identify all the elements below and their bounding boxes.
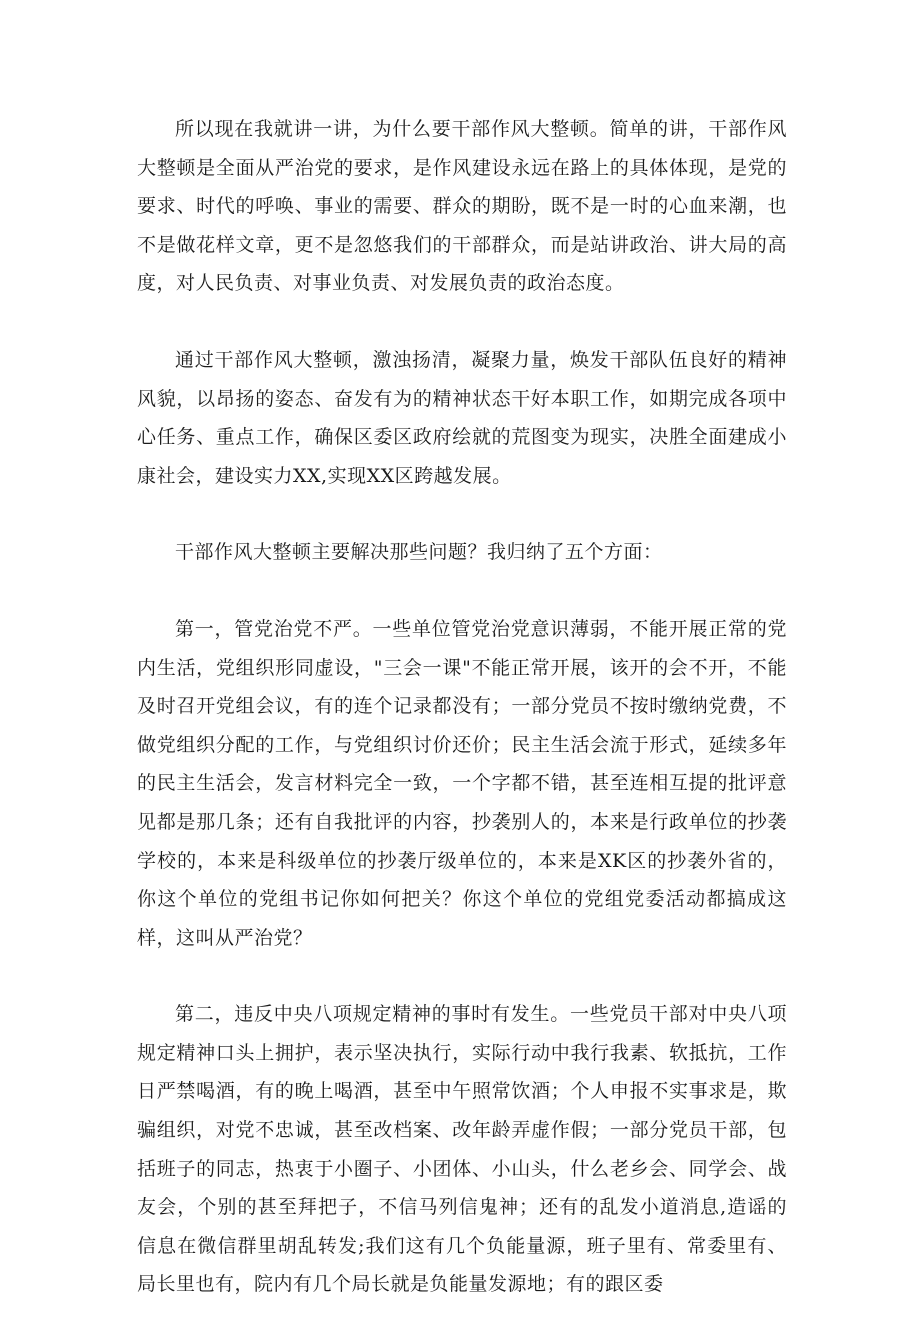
document-body (137, 110, 787, 1342)
paragraph-1: 所以现在我就讲一讲，为什么要干部作风大整顿。简单的讲，干部作风大整顿是全面从严治党的要求，是作风建设永远在路上的具体体现，是党的要求、时代的呼唤、事业的需要、群众的期盼，既不是一时的心血来潮，也不是做花样文章，更不是忽悠我们的干部群众，而是站讲政治、讲大局的高度，对人民负责、对事业负责、对发展负责的政治态度。 (137, 118, 787, 295)
paragraph-2: 通过干部作风大整顿，激浊扬清，凝聚力量，焕发干部队伍良好的精神风貌，以昂扬的姿态、奋发有为的精神状态干好本职工作，如期完成各项中心任务、重点工作，确保区委区政府绘就的荒图变为现实，决胜全面建成小康社会，建设实力XX,实现XX区跨越发展。 (137, 348, 787, 487)
paragraph-3: 干部作风大整顿主要解决那些问题？我归纳了五个方面： (175, 541, 663, 564)
paragraph-4: 第一，管党治党不严。一些单位管党治党意识薄弱，不能开展正常的党内生活，党组织形同虚设，"三会一课"不能正常开展，该开的会不开，不能及时召开党组会议，有的连个记录都没有；一部分党员不按时缴纳党费，不做党组织分配的工作，与党组织讨价还价；民主生活会流于形式，延续多年的民主生活会，发言材料完全一致，一个字都不错，甚至连相互提的批评意见都是那几条；还有自我批评的内容，抄袭别人的，本来是行政单位的抄袭学校的，本来是科级单位的抄袭厅级单位的，本来是XK区的抄袭外省的，你这个单位的党组书记你如何把关？你这个单位的党组党委活动都搞成这样，这叫从严治党？ (137, 617, 787, 949)
paragraph-5: 第二，违反中央八项规定精神的事时有发生。一些党员干部对中央八项规定精神口头上拥护，表示坚决执行，实际行动中我行我素、软抵抗，工作日严禁喝酒，有的晚上喝酒，甚至中午照常饮酒；个人申报不实事求是，欺骗组织，对党不忠诚，甚至改档案、改年龄弄虚作假；一部分党员干部，包括班子的同志，热衷于小圈子、小团体、小山头，什么老乡会、同学会、战友会，个别的甚至拜把子，不信马列信鬼神；还有的乱发小道消息,造谣的信息在微信群里胡乱转发;我们这有几个负能量源，班子里有、常委里有、局长里也有，院内有几个局长就是负能量发源地；有的跟区委 (137, 1003, 787, 1296)
